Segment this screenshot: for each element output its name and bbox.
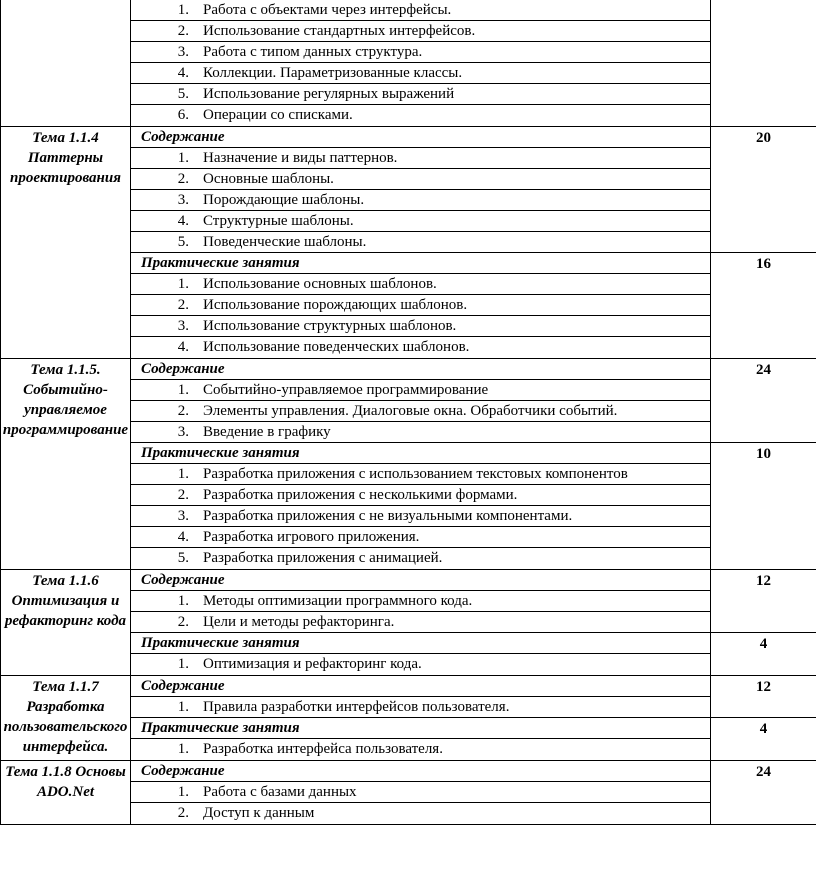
hours-value: 12 — [711, 570, 816, 633]
list-item — [131, 697, 710, 717]
item-text: Использование поведенческих шаблонов. — [203, 339, 470, 355]
list-item — [131, 190, 710, 211]
hours-value: 20 — [711, 127, 816, 253]
item-number: 2. — [177, 614, 189, 630]
item-number: 2. — [177, 403, 189, 419]
item-text: Работа с типом данных структура. — [203, 44, 423, 60]
hours-value: 4 — [759, 636, 768, 652]
item-text: Методы оптимизации программного кода. — [203, 593, 473, 609]
item-number: 1. — [177, 466, 189, 482]
section-heading: Содержание — [131, 761, 710, 782]
content-cell — [131, 0, 711, 127]
hours-value: 24 — [711, 359, 816, 443]
section-heading: Практические занятия — [131, 253, 710, 274]
item-text: Работа с объектами через интерфейсы. — [203, 2, 452, 18]
hours-value: 10 — [756, 446, 771, 462]
item-text: Цели и методы рефакторинга. — [203, 614, 395, 630]
topic-cell: Тема 1.1.5. Событийно-управляемое программирование — [1, 359, 131, 570]
list-item — [131, 739, 710, 759]
section-block — [131, 718, 710, 759]
list-item — [131, 295, 710, 316]
item-number: 1. — [177, 276, 189, 292]
item-number: 6. — [177, 107, 189, 123]
section-heading: Содержание — [131, 676, 710, 697]
hours-cell — [711, 676, 816, 761]
item-text: Элементы управления. Диалоговые окна. Обработчики событий. — [203, 403, 618, 419]
item-text: Использование структурных шаблонов. — [203, 318, 457, 334]
item-text: Разработка приложения с использованием текстовых компонентов — [203, 466, 628, 482]
table-row — [1, 570, 816, 676]
item-number: 4. — [177, 529, 189, 545]
topic-cell — [1, 0, 131, 127]
item-number: 5. — [177, 234, 189, 250]
table-row — [1, 761, 816, 825]
item-text: Основные шаблоны. — [203, 171, 334, 187]
list-item — [131, 63, 710, 84]
topic-cell: Тема 1.1.8 Основы ADO.Net — [1, 761, 131, 825]
item-text: Разработка приложения с анимацией. — [203, 550, 443, 566]
section-block — [131, 127, 710, 253]
section-block — [131, 570, 710, 633]
item-number: 2. — [177, 297, 189, 313]
item-text: Правила разработки интерфейсов пользователя. — [203, 699, 510, 715]
item-number: 2. — [177, 171, 189, 187]
hours-value: 16 — [756, 256, 771, 272]
section-heading: Практические занятия — [131, 633, 710, 654]
list-item — [131, 401, 710, 422]
section-block — [131, 359, 710, 443]
item-text: Событийно-управляемое программирование — [203, 382, 489, 398]
list-item — [131, 612, 710, 632]
list-item — [131, 485, 710, 506]
section-block — [131, 0, 710, 125]
topic-cell: Тема 1.1.6 Оптимизация и рефакторинг кода — [1, 570, 131, 676]
topic-cell: Тема 1.1.7 Разработка пользовательского интерфейса. — [1, 676, 131, 761]
table-row — [1, 676, 816, 761]
content-cell — [131, 676, 711, 761]
item-text: Оптимизация и рефакторинг кода. — [203, 656, 422, 672]
item-text: Порождающие шаблоны. — [203, 192, 365, 208]
topic-cell: Тема 1.1.4 Паттерны проектирования — [1, 127, 131, 359]
item-number: 5. — [177, 86, 189, 102]
content-cell — [131, 570, 711, 676]
item-number: 2. — [177, 23, 189, 39]
item-text: Поведенческие шаблоны. — [203, 234, 367, 250]
list-item — [131, 803, 710, 823]
section-block — [131, 761, 710, 823]
item-text: Использование стандартных интерфейсов. — [203, 23, 476, 39]
section-heading: Практические занятия — [131, 718, 710, 739]
list-item — [131, 21, 710, 42]
item-number: 4. — [177, 213, 189, 229]
list-item — [131, 654, 710, 674]
item-text: Разработка игрового приложения. — [203, 529, 420, 545]
section-heading: Содержание — [131, 359, 710, 380]
item-number: 1. — [177, 699, 189, 715]
section-block — [131, 253, 710, 357]
item-number: 1. — [177, 593, 189, 609]
hours-cell — [711, 359, 816, 570]
hours-cell — [711, 0, 816, 127]
section-heading: Практические занятия — [131, 443, 710, 464]
item-number: 5. — [177, 550, 189, 566]
table-row — [1, 0, 816, 127]
item-text: Использование основных шаблонов. — [203, 276, 437, 292]
item-number: 1. — [177, 741, 189, 757]
item-text: Доступ к данным — [203, 805, 315, 821]
hours-value: 12 — [711, 676, 816, 718]
item-text: Использование регулярных выражений — [203, 86, 455, 102]
list-item — [131, 148, 710, 169]
hours-cell — [711, 570, 816, 676]
item-text: Структурные шаблоны. — [203, 213, 354, 229]
table-row — [1, 127, 816, 359]
hours-value: 4 — [759, 721, 768, 737]
item-text: Коллекции. Параметризованные классы. — [203, 65, 463, 81]
list-item — [131, 169, 710, 190]
list-item — [131, 380, 710, 401]
hours-value: 24 — [756, 764, 771, 780]
item-text: Разработка приложения с не визуальными компонентами. — [203, 508, 573, 524]
item-number: 3. — [177, 508, 189, 524]
item-number: 3. — [177, 424, 189, 440]
hours-cell — [711, 127, 816, 359]
list-item — [131, 105, 710, 125]
item-number: 3. — [177, 318, 189, 334]
item-text: Введение в графику — [203, 424, 331, 440]
item-text: Назначение и виды паттернов. — [203, 150, 398, 166]
item-text: Операции со списками. — [203, 107, 353, 123]
item-text: Разработка интерфейса пользователя. — [203, 741, 443, 757]
item-number: 1. — [177, 2, 189, 18]
table-body — [1, 0, 816, 825]
table-row — [1, 359, 816, 570]
list-item — [131, 0, 710, 21]
content-cell — [131, 127, 711, 359]
list-item — [131, 232, 710, 252]
hours-value — [711, 0, 816, 126]
section-block — [131, 676, 710, 718]
list-item — [131, 84, 710, 105]
list-item — [131, 337, 710, 357]
section-block — [131, 443, 710, 568]
list-item — [131, 464, 710, 485]
list-item — [131, 422, 710, 442]
list-item — [131, 591, 710, 612]
item-number: 3. — [177, 192, 189, 208]
item-text: Разработка приложения с несколькими формами. — [203, 487, 518, 503]
item-number: 2. — [177, 487, 189, 503]
item-number: 4. — [177, 65, 189, 81]
item-number: 1. — [177, 150, 189, 166]
list-item — [131, 506, 710, 527]
list-item — [131, 42, 710, 63]
item-number: 4. — [177, 339, 189, 355]
item-number: 1. — [177, 656, 189, 672]
list-item — [131, 274, 710, 295]
content-cell — [131, 761, 711, 825]
list-item — [131, 316, 710, 337]
item-number: 3. — [177, 44, 189, 60]
item-number: 2. — [177, 805, 189, 821]
item-text: Использование порождающих шаблонов. — [203, 297, 468, 313]
list-item — [131, 211, 710, 232]
hours-cell — [711, 761, 816, 825]
section-block — [131, 633, 710, 674]
item-number: 1. — [177, 382, 189, 398]
item-text: Работа с базами данных — [203, 784, 357, 800]
section-heading: Содержание — [131, 570, 710, 591]
list-item — [131, 782, 710, 803]
list-item — [131, 548, 710, 568]
section-heading: Содержание — [131, 127, 710, 148]
content-cell — [131, 359, 711, 570]
list-item — [131, 527, 710, 548]
item-number: 1. — [177, 784, 189, 800]
